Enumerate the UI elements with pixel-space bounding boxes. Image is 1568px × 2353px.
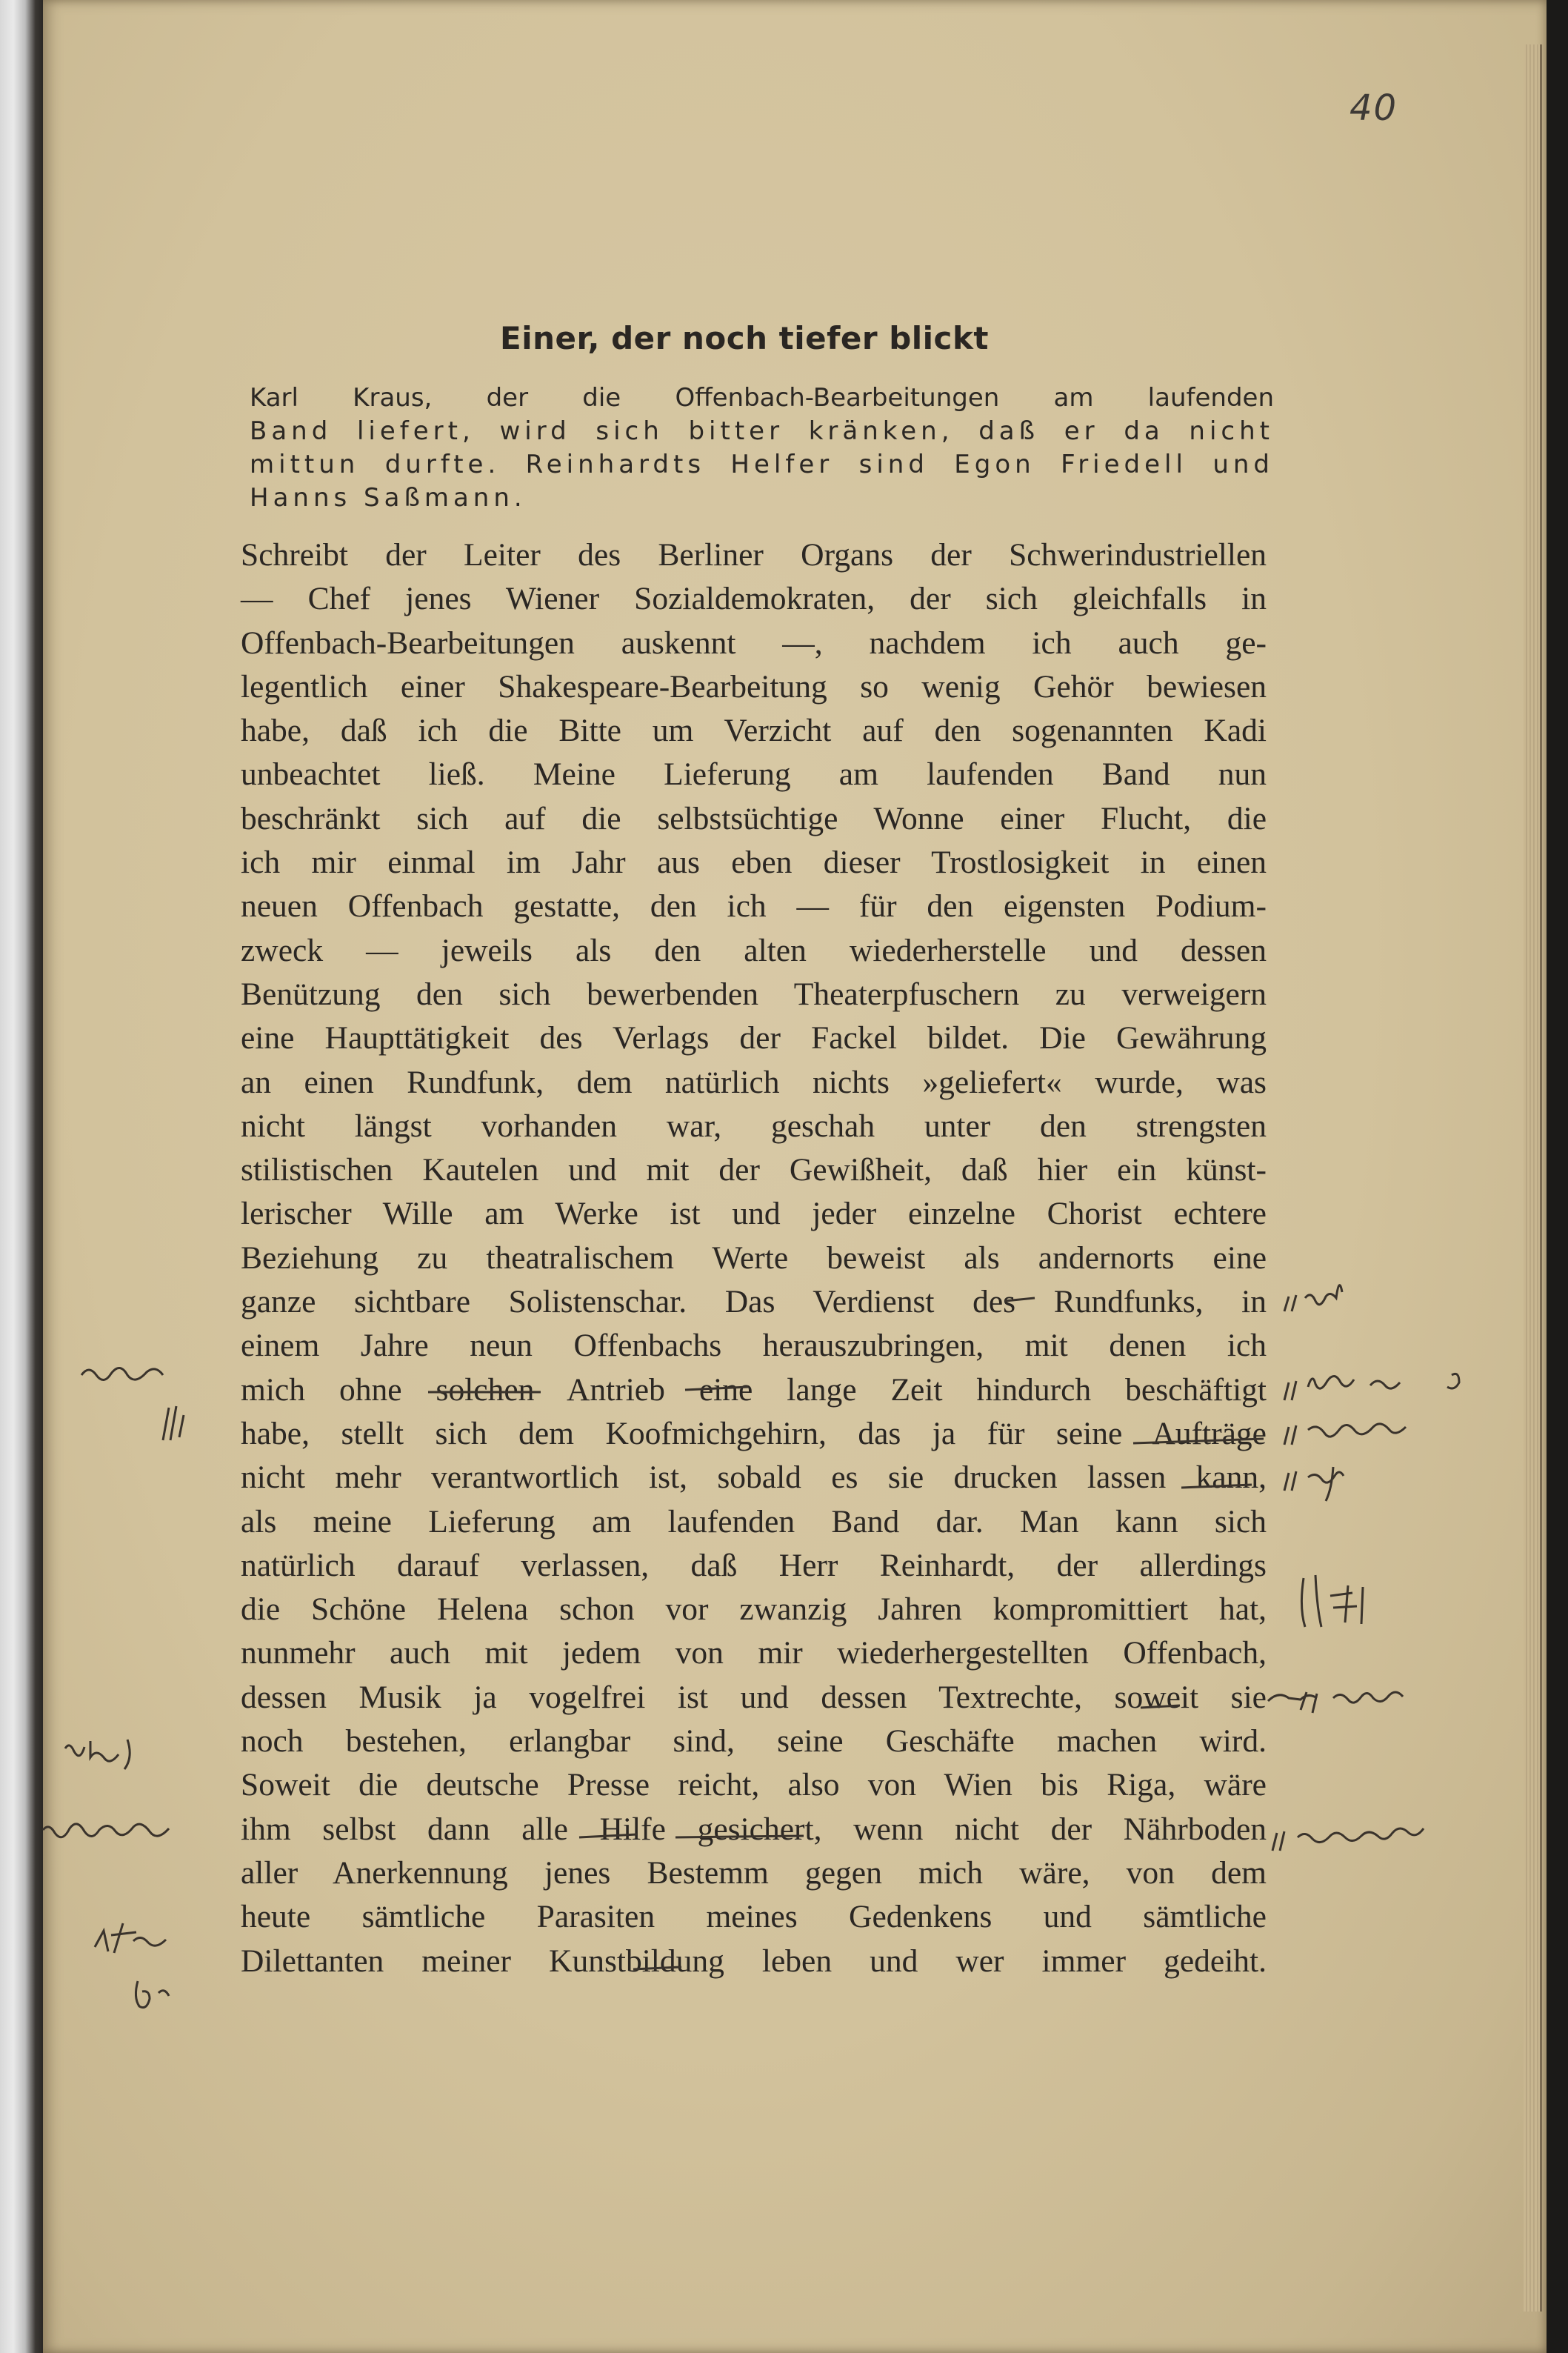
body-line: eine Haupttätigkeit des Verlags der Fackel bildet. Die Gewährung bbox=[241, 1020, 1267, 1056]
body-line: Benützung den sich bewerbenden Theaterpfuschern zu verweigern bbox=[241, 976, 1267, 1012]
body-line: an einen Rundfunk, dem natürlich nichts »geliefert« wurde, was bbox=[241, 1064, 1267, 1100]
body-line: als meine Lieferung am laufenden Band dar. Man kann sich bbox=[241, 1503, 1267, 1540]
body-line: habe, stellt sich dem Koofmichgehirn, das ja für seine Aufträge bbox=[241, 1415, 1267, 1451]
body-line: — Chef jenes Wiener Sozialdemokraten, der sich gleichfalls in bbox=[241, 581, 1267, 617]
body-line: Dilettanten meiner Kunstbildung leben und wer immer gedeiht. bbox=[241, 1943, 1267, 1979]
body-line: stilistischen Kautelen und mit der Gewißheit, daß hier ein künst- bbox=[241, 1152, 1267, 1188]
body-line: aller Anerkennung jenes Bestemm gegen mich wäre, von dem bbox=[241, 1854, 1267, 1891]
quote-line: Karl Kraus, der die Offenbach-Bearbeitungen am laufenden bbox=[250, 383, 1274, 413]
body-line: unbeachtet ließ. Meine Lieferung am laufenden Band nun bbox=[241, 756, 1267, 793]
body-line: habe, daß ich die Bitte um Verzicht auf den sogenannten Kadi bbox=[241, 713, 1267, 749]
quote-line: Hanns Saßmann. bbox=[250, 483, 527, 513]
body-line: noch bestehen, erlangbar sind, seine Geschäfte machen wird. bbox=[241, 1723, 1267, 1760]
scan-binding-edge bbox=[0, 0, 43, 2353]
body-line: lerischer Wille am Werke ist und jeder einzelne Chorist echtere bbox=[241, 1196, 1267, 1232]
quote-line: mittun durfte. Reinhardts Helfer sind Egon Friedell und bbox=[250, 450, 1274, 479]
body-line: Beziehung zu theatralischem Werte beweist als andernorts eine bbox=[241, 1239, 1267, 1276]
body-line: nunmehr auch mit jedem von mir wiederhergestellten Offenbach, bbox=[241, 1635, 1267, 1671]
body-line: dessen Musik ja vogelfrei ist und dessen Textrechte, soweit sie bbox=[241, 1679, 1267, 1715]
body-line: die Schöne Helena schon vor zwanzig Jahren kompromittiert hat, bbox=[241, 1591, 1267, 1628]
body-line: beschränkt sich auf die selbstsüchtige Wonne einer Flucht, die bbox=[241, 800, 1267, 836]
body-paragraph bbox=[241, 533, 1267, 1983]
body-line: nicht längst vorhanden war, geschah unter den strengsten bbox=[241, 1108, 1267, 1144]
body-line: Soweit die deutsche Presse reicht, also von Wien bis Riga, wäre bbox=[241, 1767, 1267, 1803]
body-line: einem Jahre neun Offenbachs herauszubringen, mit denen ich bbox=[241, 1328, 1267, 1364]
body-line: nicht mehr verantwortlich ist, sobald es sie drucken lassen kann, bbox=[241, 1460, 1267, 1496]
body-line: ihm selbst dann alle Hilfe gesichert, wenn nicht der Nährboden bbox=[241, 1811, 1267, 1847]
body-line: Schreibt der Leiter des Berliner Organs der Schwerindustriellen bbox=[241, 537, 1267, 573]
body-line: legentlich einer Shakespeare-Bearbeitung so wenig Gehör bewiesen bbox=[241, 668, 1267, 705]
body-line: heute sämtliche Parasiten meines Gedenkens und sämtliche bbox=[241, 1899, 1267, 1935]
quoted-notice bbox=[250, 382, 1274, 515]
body-line: Offenbach-Bearbeitungen auskennt —, nachdem ich auch ge- bbox=[241, 625, 1267, 661]
article-heading: Einer, der noch tiefer blickt bbox=[500, 320, 989, 356]
quote-line: Band liefert, wird sich bitter kränken, daß er da nicht bbox=[250, 416, 1274, 446]
page-number: 40 bbox=[1350, 87, 1398, 129]
body-line: zweck — jeweils als den alten wiederherstelle und dessen bbox=[241, 932, 1267, 968]
body-line: mich ohne solchen Antrieb eine lange Zeit hindurch beschäftigt bbox=[241, 1371, 1267, 1408]
body-line: ich mir einmal im Jahr aus eben dieser Trostlosigkeit in einen bbox=[241, 845, 1267, 881]
body-line: natürlich darauf verlassen, daß Herr Reinhardt, der allerdings bbox=[241, 1547, 1267, 1583]
body-line: neuen Offenbach gestatte, den ich — für den eigensten Podium- bbox=[241, 888, 1267, 925]
body-line: ganze sichtbare Solistenschar. Das Verdienst des Rundfunks, in bbox=[241, 1284, 1267, 1320]
page-stack-edge bbox=[1524, 44, 1542, 2312]
